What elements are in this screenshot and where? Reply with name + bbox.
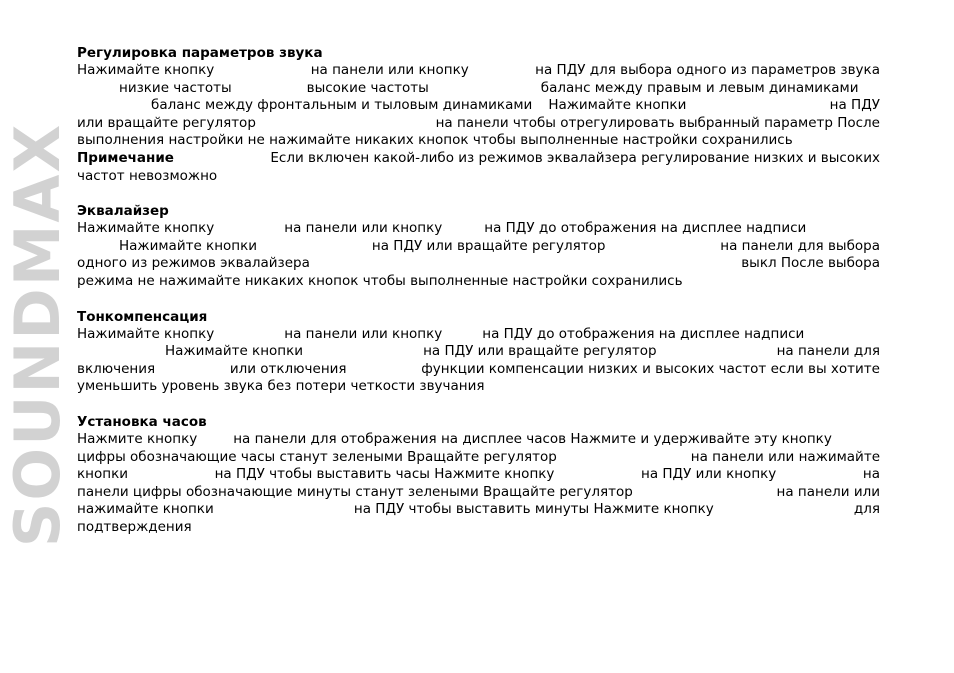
text-run: на ПДУ до отображения на дисплее надписи: [484, 220, 807, 237]
text-run: на панели чтобы отрегулировать выбранный параметр После: [435, 114, 880, 131]
text-run: на ПДУ или вращайте регулятор: [423, 343, 657, 360]
text-line: [77, 449, 880, 467]
text-line: [77, 62, 880, 80]
text-line: [77, 168, 880, 186]
text-run: включения: [77, 360, 156, 377]
section-sound-settings: [77, 44, 880, 185]
text-line: [77, 115, 880, 133]
text-run: панели цифры обозначающие минуты станут зелеными Вращайте регулятор: [77, 483, 633, 500]
text-run: Нажимайте кнопку: [77, 325, 215, 342]
text-run: на панели или кнопку: [310, 62, 469, 78]
note-text: [77, 150, 174, 168]
section-title: Тонкомпенсация: [77, 308, 208, 325]
text-run: баланс между фронтальным и тыловым динамиками: [151, 97, 533, 114]
text-run: Нажимайте кнопки: [548, 97, 687, 114]
text-run: на панели для выбора: [720, 237, 880, 254]
text-line: [77, 132, 880, 150]
text-run: на ПДУ или кнопку: [641, 466, 777, 483]
text-run: на ПДУ: [829, 97, 880, 114]
manual-page-content: [77, 44, 880, 553]
section-loudness: [77, 308, 880, 396]
text-line: [77, 97, 880, 115]
text-run: на ПДУ или вращайте регулятор: [371, 237, 606, 254]
text-run: низкие частоты: [119, 79, 232, 96]
text-run: на ПДУ до отображения на дисплее надписи: [482, 325, 805, 342]
section-title: Установка часов: [77, 413, 207, 430]
text-run: кнопки: [77, 466, 128, 483]
text-run: Нажимайте кнопки: [165, 343, 304, 360]
text-run: функции компенсации низких и высоких частот если вы хотите: [421, 360, 880, 377]
text-run: Нажимайте кнопку: [77, 220, 215, 237]
text-line: [77, 220, 880, 238]
text-run: частот невозможно: [77, 167, 218, 184]
text-run: на панели или кнопку: [284, 220, 443, 237]
text-line: [77, 80, 880, 98]
text-run: выкл После выбора: [741, 255, 880, 272]
text-run: на панели или: [776, 483, 880, 500]
text-run: на панели для: [776, 343, 880, 360]
text-run: на ПДУ чтобы выставить часы Нажмите кнопку: [214, 466, 555, 483]
note-text: Если включен какой-либо из режимов эквалайзера регулирование низких и высоких: [270, 149, 880, 166]
text-run: цифры обозначающие часы станут зелеными Вращайте регулятор: [77, 448, 557, 465]
text-run: Нажимайте кнопку: [77, 62, 215, 78]
text-line: [77, 361, 880, 379]
text-run: уменьшить уровень звука без потери четкости звучания: [77, 378, 485, 395]
text-line: [77, 484, 880, 502]
text-run: на ПДУ чтобы выставить минуты Нажмите кнопку: [353, 501, 714, 518]
text-run: Нажмите кнопку: [77, 430, 198, 447]
text-line: [77, 238, 880, 256]
text-run: выполнения настройки не нажимайте никаких кнопок чтобы выполненные настройки сохранились: [77, 132, 793, 149]
brand-watermark: SOUNDMAX: [1, 122, 74, 548]
text-run: режима не нажимайте никаких кнопок чтобы выполненные настройки сохранились: [77, 272, 683, 289]
text-run: для: [853, 501, 880, 518]
note-label: Примечание: [77, 149, 174, 166]
text-run: Нажимайте кнопки: [119, 237, 258, 254]
text-run: на: [862, 466, 880, 483]
text-run: высокие частоты: [306, 79, 429, 96]
text-run: на панели для отображения на дисплее часов Нажмите и удерживайте эту кнопку: [233, 430, 832, 447]
text-run: или отключения: [229, 360, 347, 377]
text-run: подтверждения: [77, 518, 192, 535]
note-line: [77, 150, 880, 168]
text-run: на панели или кнопку: [284, 325, 443, 342]
section-clock-setting: [77, 413, 880, 537]
text-line: [77, 378, 880, 396]
text-run: баланс между правым и левым динамиками: [540, 79, 859, 96]
text-line: [77, 343, 880, 361]
text-line: [77, 273, 880, 291]
text-line: [77, 519, 880, 537]
text-line: [77, 255, 880, 273]
text-line: [77, 501, 880, 519]
text-line: [77, 466, 880, 484]
text-run: нажимайте кнопки: [77, 501, 214, 518]
text-line: [77, 326, 880, 344]
text-run: на панели или нажимайте: [690, 448, 880, 465]
section-title: Регулировка параметров звука: [77, 45, 323, 61]
section-title: Эквалайзер: [77, 203, 169, 220]
text-run: на ПДУ для выбора одного из параметров звука: [535, 62, 880, 78]
text-line: [77, 431, 880, 449]
section-equalizer: [77, 202, 880, 290]
text-run: или вращайте регулятор: [77, 114, 256, 131]
text-run: одного из режимов эквалайзера: [77, 255, 310, 272]
